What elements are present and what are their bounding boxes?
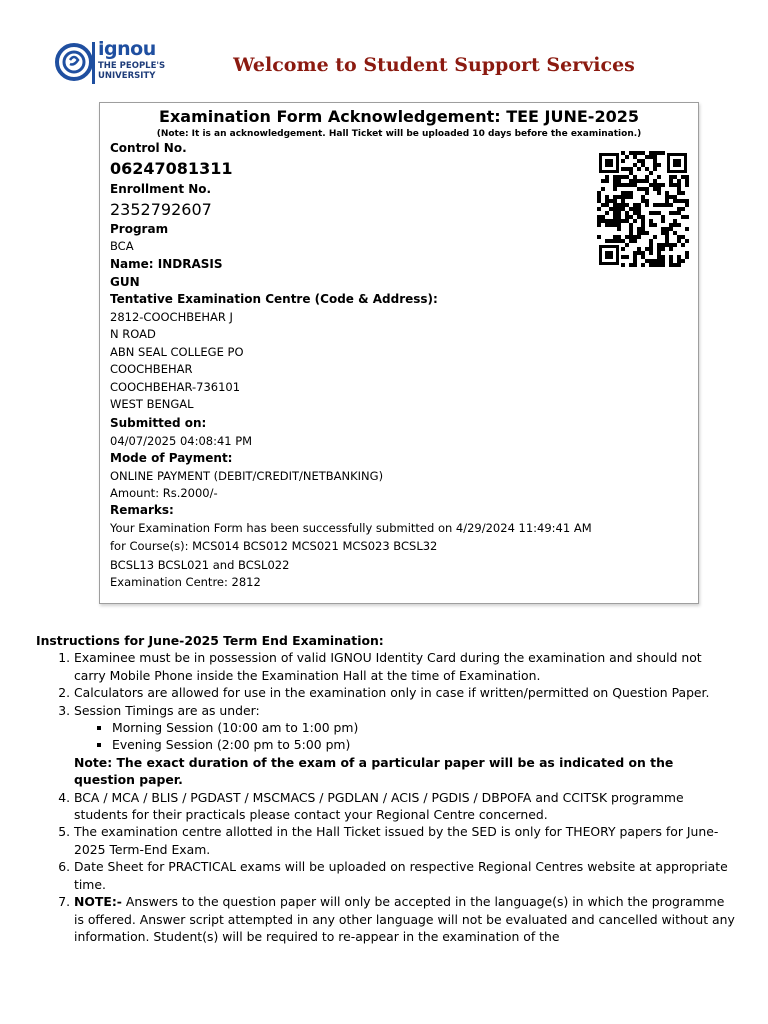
session-item: ▪ Morning Session (10:00 am to 1:00 pm) (112, 719, 736, 736)
enrollment-no-label: Enrollment No. (110, 182, 212, 196)
ignou-logo[interactable] (54, 38, 166, 88)
student-name: Name: INDRASIS (110, 257, 223, 271)
qr-code-icon (597, 151, 689, 267)
remarks-line: for Course(s): MCS014 BCS012 MCS021 MCS023 BCSL32 (110, 539, 438, 553)
control-no-value: 06247081311 (110, 159, 233, 178)
instruction-item: 1. Examinee must be in possession of valid IGNOU Identity Card during the examination and should not carry Mobile Phone inside the Examination Hall at the time of Examination. (74, 649, 736, 684)
instruction-item (74, 893, 736, 945)
ignou-emblem-icon (54, 38, 98, 88)
session-list (74, 719, 736, 754)
page-header (0, 0, 768, 100)
centre-line: COOCHBEHAR (110, 362, 193, 376)
centre-label: Tentative Examination Centre (Code & Address): (110, 292, 438, 306)
submitted-value: 04/07/2025 04:08:41 PM (110, 434, 253, 448)
enrollment-no-value: 2352792607 (110, 200, 212, 219)
instruction-item: 2. Calculators are allowed for use in the examination only in case if written/permitted on Question Paper. (74, 684, 736, 701)
note-prefix: NOTE:- (74, 894, 122, 910)
ack-title: Examination Form Acknowledgement: TEE JUNE-2025 (159, 107, 639, 126)
remarks-line: BCSL13 BCSL021 and BCSL022 (110, 558, 290, 572)
centre-line: COOCHBEHAR-736101 (110, 380, 241, 394)
remarks-line: Your Examination Form has been successfully submitted on 4/29/2024 11:49:41 AM (110, 521, 592, 535)
payment-label: Mode of Payment: (110, 451, 233, 465)
centre-line: N ROAD (110, 327, 156, 341)
session-note: Note: The exact duration of the exam of a particular paper will be as indicated on the question paper. (74, 754, 674, 788)
instruction-item: 5. The examination centre allotted in the Hall Ticket issued by the SED is only for THEORY papers for June-2025 Term-End Exam. (74, 823, 736, 858)
logo-wordmark: ignou (98, 38, 156, 60)
program-value: BCA (110, 239, 134, 253)
remarks-line: Examination Centre: 2812 (110, 575, 261, 589)
centre-line: 2812-COOCHBEHAR J (110, 310, 233, 324)
instruction-item (74, 702, 736, 789)
logo-tagline: THE PEOPLE'S UNIVERSITY (98, 61, 166, 81)
instructions-list (36, 649, 736, 945)
instruction-text: Session Timings are as under: (74, 702, 260, 718)
acknowledgement-card (99, 102, 699, 604)
payment-value: ONLINE PAYMENT (DEBIT/CREDIT/NETBANKING) (110, 469, 384, 483)
instruction-item: 4. BCA / MCA / BLIS / PGDAST / MSCMACS / PGDLAN / ACIS / PGDIS / DBPOFA and CCITSK programme students for their practicals please contact your Regional Centre concerned. (74, 789, 736, 824)
student-name-cont: GUN (110, 275, 140, 289)
centre-line: WEST BENGAL (110, 397, 194, 411)
ack-note: (Note: It is an acknowledgement. Hall Ticket will be uploaded 10 days before the examination.) (156, 129, 642, 139)
instructions-title: Instructions for June-2025 Term End Examination: (36, 633, 384, 648)
instruction-item: 6. Date Sheet for PRACTICAL exams will be uploaded on respective Regional Centres website at appropriate time. (74, 858, 736, 893)
program-label: Program (110, 222, 169, 236)
control-no-label: Control No. (110, 141, 187, 155)
submitted-label: Submitted on: (110, 416, 207, 430)
centre-line: ABN SEAL COLLEGE PO (110, 345, 244, 359)
instruction-text: Answers to the question paper will only be accepted in the language(s) in which the programme is offered. Answer script attempted in any other language will not be evaluated and cancelled without any information. Student(s) will be required to re-appear in the examination of the (74, 894, 735, 944)
instructions-section (36, 632, 736, 945)
session-item: ▪ Evening Session (2:00 pm to 5:00 pm) (112, 736, 736, 753)
remarks-label: Remarks: (110, 503, 174, 517)
amount-value: Amount: Rs.2000/- (110, 486, 218, 500)
site-title: Welcome to Student Support Services (233, 54, 635, 76)
